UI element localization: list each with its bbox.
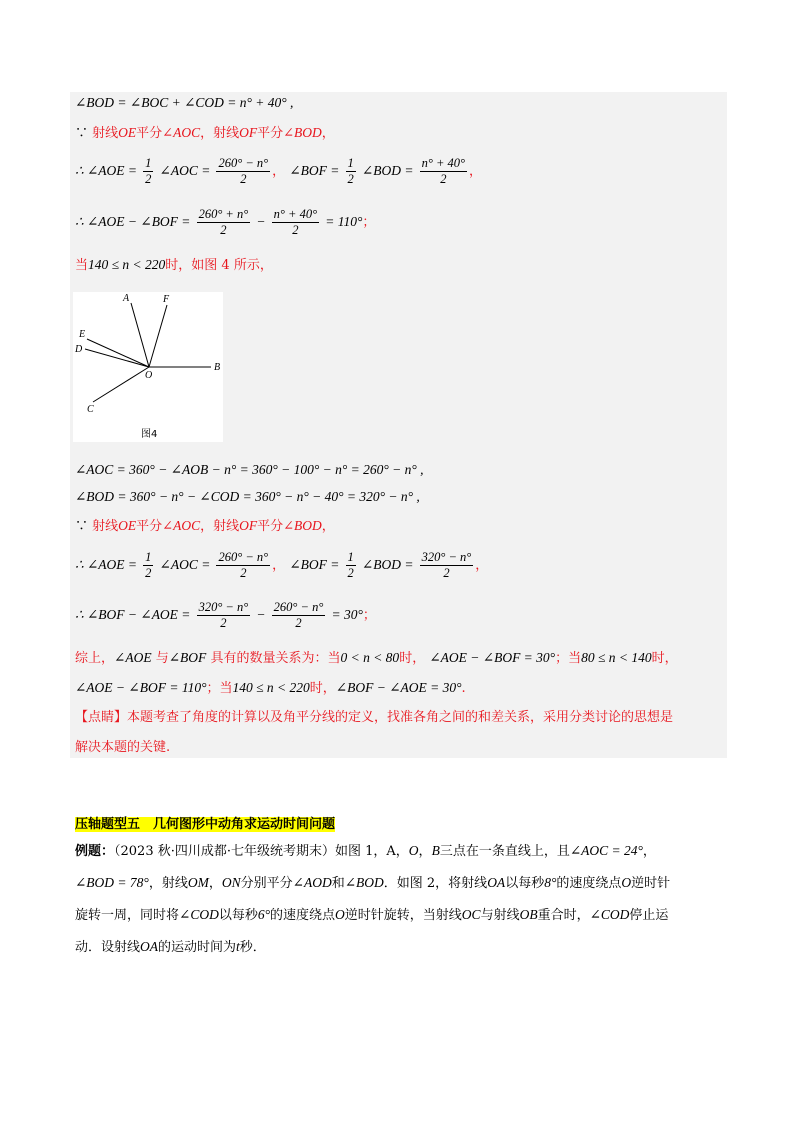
text: 的速度绕点 xyxy=(270,908,336,923)
angle-bod: BOD xyxy=(294,125,322,140)
text: 以每秒 xyxy=(505,876,545,891)
ray-oa: OA xyxy=(140,939,159,954)
eq-part: ∠AOC = xyxy=(159,163,211,178)
ray-oc xyxy=(93,367,149,402)
period: . xyxy=(461,681,466,696)
speed-6: 6° xyxy=(257,907,271,922)
ray-om: OM xyxy=(187,875,209,890)
angle-aoc: AOC xyxy=(173,518,201,533)
fraction xyxy=(420,156,467,187)
angle-aod: ∠AOD xyxy=(292,875,332,890)
point-o: O xyxy=(408,843,419,858)
fraction xyxy=(197,600,251,631)
text: 三点在一条直线上，且 xyxy=(439,844,570,859)
label-o: O xyxy=(145,370,153,381)
text: 分别平分 xyxy=(240,876,293,891)
angle-bod-value: ∠BOD = 78° xyxy=(75,875,149,890)
eq-part: ∠BOF = xyxy=(289,557,340,572)
text: 动．设射线 xyxy=(75,940,141,955)
text: 以每秒 xyxy=(218,908,258,923)
eq-part: ∠BOD = xyxy=(361,557,414,572)
angle-bof: ∠BOF xyxy=(168,650,207,665)
denominator: 2 xyxy=(220,616,227,630)
angle-aoc: AOC xyxy=(173,125,201,140)
ray-of: OF xyxy=(239,125,258,140)
comma: ， xyxy=(469,164,483,179)
semicolon: ； xyxy=(362,215,376,230)
condition-3: 140 ≤ n < 220 xyxy=(232,680,310,695)
denominator: 2 xyxy=(347,172,354,186)
text: 旋转一周，同时将 xyxy=(75,908,180,923)
fraction-half xyxy=(143,550,153,581)
problem-line-4 xyxy=(75,938,266,957)
tip-line-2: 解决本题的关键. xyxy=(75,740,171,755)
ray-on: ON xyxy=(221,875,241,890)
eq-part: ∴ ∠AOE = xyxy=(75,557,138,572)
fraction-half xyxy=(143,156,153,187)
rays-diagram xyxy=(73,292,223,442)
text-as-figure: 时，如图 4 所示， xyxy=(165,258,273,273)
ray-oe: OE xyxy=(118,125,137,140)
relation-3: ∠BOF − ∠AOE = 30° xyxy=(335,680,462,695)
text: 和 xyxy=(331,876,345,891)
condition-2: 80 ≤ n < 140 xyxy=(581,650,652,665)
label-f: F xyxy=(163,294,170,305)
equation-text: ∠BOD = 360° − n° − ∠COD = 360° − n° − 40° = 320° − n° , xyxy=(75,489,420,504)
fraction-half xyxy=(346,550,356,581)
text-ray: 射线 xyxy=(92,519,119,534)
text-when: 当 xyxy=(75,258,89,273)
result: = 30° xyxy=(331,607,363,622)
angle-aoe: ∠AOE xyxy=(114,650,152,665)
minus-sign: − xyxy=(256,214,266,229)
text: ， xyxy=(208,876,222,891)
minus-sign: − xyxy=(256,607,266,622)
text: ， xyxy=(418,844,432,859)
equation-text: ∠AOC = 360° − ∠AOB − n° = 360° − 100° − n° = 260° − n° , xyxy=(75,462,424,477)
speed-8: 8° xyxy=(544,875,557,890)
comma: ， xyxy=(272,558,286,573)
half-angle-equations-1 xyxy=(75,152,482,191)
denominator: 2 xyxy=(295,616,302,630)
ray-of-line xyxy=(149,305,167,367)
text: 重合时， xyxy=(537,908,590,923)
figure-4 xyxy=(73,292,223,442)
equation-bod-sum xyxy=(75,94,293,113)
text-when: ；当 xyxy=(206,681,233,696)
denominator: 2 xyxy=(145,566,152,580)
label-e: E xyxy=(79,329,86,340)
text-summary: 综上， xyxy=(75,651,115,666)
equation-bod xyxy=(75,488,420,507)
result: = 110° xyxy=(325,214,363,229)
half-angle-equations-2 xyxy=(75,546,488,585)
text-bisects-2: 平分∠ xyxy=(257,126,294,141)
problem-line-2 xyxy=(75,874,670,893)
text-ray-2: ，射线 xyxy=(200,519,240,534)
fraction xyxy=(197,207,251,238)
denominator: 2 xyxy=(145,172,152,186)
problem-line-3 xyxy=(75,906,668,925)
figure-caption: 图4 xyxy=(141,429,158,440)
numerator: 1 xyxy=(347,550,354,564)
fraction xyxy=(272,207,319,238)
ray-oa xyxy=(131,303,149,367)
numerator: n° + 40° xyxy=(273,207,318,221)
ray-oc: OC xyxy=(461,907,481,922)
label-b: B xyxy=(214,362,221,373)
difference-equation-1 xyxy=(75,203,375,242)
denominator: 2 xyxy=(240,566,247,580)
fraction xyxy=(420,550,474,581)
text-bisects: 平分∠ xyxy=(136,126,174,141)
eq-part: ∠BOF = xyxy=(289,163,340,178)
text: ．如图 2，将射线 xyxy=(383,876,488,891)
ray-oe: OE xyxy=(118,518,137,533)
text-when-end: 时， xyxy=(309,681,336,696)
label-d: D xyxy=(75,344,83,355)
condition: 140 ≤ n < 220 xyxy=(88,257,166,272)
summary-line-1 xyxy=(75,649,678,668)
denominator: 2 xyxy=(240,172,247,186)
bisector-statement-1 xyxy=(75,124,335,143)
fraction xyxy=(216,156,270,187)
numerator: 1 xyxy=(145,550,152,564)
fraction xyxy=(272,600,326,631)
section-heading xyxy=(75,816,335,834)
ray-oe-line xyxy=(87,339,149,367)
text: ，射线 xyxy=(148,876,188,891)
text-ray: 射线 xyxy=(92,126,119,141)
text: 的速度绕点 xyxy=(556,876,622,891)
text: 与射线 xyxy=(480,908,520,923)
eq-part: ∴ ∠BOF − ∠AOE = xyxy=(75,607,191,622)
point-o: O xyxy=(621,875,632,890)
angle-cod: ∠COD xyxy=(589,907,630,922)
numerator: 260° − n° xyxy=(273,600,324,614)
eq-part: ∠BOD = xyxy=(361,163,414,178)
numerator: 260° − n° xyxy=(218,550,269,564)
comma: ， xyxy=(321,126,335,141)
label-a: A xyxy=(123,293,130,304)
text-bisects: 平分∠ xyxy=(136,519,174,534)
semicolon: ； xyxy=(362,608,376,623)
point-o: O xyxy=(335,907,345,922)
angle-aoc-value: ∠AOC = 24° xyxy=(569,843,643,858)
ray-od xyxy=(85,349,149,367)
label-c: C xyxy=(87,404,94,415)
denominator: 2 xyxy=(292,223,299,237)
point-b: B xyxy=(431,843,440,858)
angle-bod: ∠BOD xyxy=(344,875,384,890)
tip-line-1: 【点睛】本题考查了角度的计算以及角平分线的定义，找准各角之间的和差关系，采用分类讨论的思想是 xyxy=(75,710,674,725)
denominator: 2 xyxy=(440,172,447,186)
text: 停止运 xyxy=(629,908,669,923)
equation-text: ∠BOD = ∠BOC + ∠COD = n° + 40° , xyxy=(75,95,294,110)
condition-1: 0 < n < 80 xyxy=(340,650,400,665)
numerator: 320° − n° xyxy=(198,600,249,614)
equation-aoc xyxy=(75,461,424,480)
comma: ， xyxy=(272,164,286,179)
variable-t: t xyxy=(236,939,240,954)
relation-1: ∠AOE − ∠BOF = 30° xyxy=(429,650,556,665)
numerator: 260° − n° xyxy=(218,156,269,170)
comma: ， xyxy=(475,558,489,573)
angle-cod: ∠COD xyxy=(179,907,219,922)
comma: ， xyxy=(321,519,335,534)
example-label: 例题： xyxy=(75,844,115,859)
denominator: 2 xyxy=(220,223,227,237)
numerator: 1 xyxy=(145,156,152,170)
angle-bod: BOD xyxy=(294,518,322,533)
text-when-end: 时， xyxy=(399,651,426,666)
difference-equation-2 xyxy=(75,596,376,635)
numerator: 1 xyxy=(347,156,354,170)
eq-part: ∴ ∠AOE = xyxy=(75,163,138,178)
text-ray-2: ，射线 xyxy=(200,126,240,141)
bisector-statement-2 xyxy=(75,517,335,536)
text-relation: 具有的数量关系为：当 xyxy=(210,651,341,666)
text: 秒． xyxy=(239,940,266,955)
case-three-intro xyxy=(75,256,273,275)
numerator: 320° − n° xyxy=(421,550,472,564)
text-and: 与 xyxy=(155,651,169,666)
text: ， xyxy=(642,844,656,859)
ray-of: OF xyxy=(239,518,258,533)
text: 逆时针 xyxy=(631,876,671,891)
numerator: 260° + n° xyxy=(198,207,249,221)
summary-line-2 xyxy=(75,679,466,698)
because-symbol: ∵ xyxy=(75,519,89,534)
fraction xyxy=(216,550,270,581)
problem-line-1 xyxy=(75,842,656,861)
ray-oa: OA xyxy=(487,875,506,890)
ray-ob: OB xyxy=(519,907,538,922)
eq-part: ∴ ∠AOE − ∠BOF = xyxy=(75,214,191,229)
text: （2023 秋·四川成都·七年级统考期末）如图 1，A， xyxy=(114,844,409,859)
heading-text: 压轴题型五 几何图形中动角求运动时间问题 xyxy=(75,817,336,832)
text-when: ；当 xyxy=(555,651,582,666)
relation-2: ∠AOE − ∠BOF = 110° xyxy=(75,680,207,695)
denominator: 2 xyxy=(443,566,450,580)
text: 逆时针旋转，当射线 xyxy=(344,908,462,923)
numerator: n° + 40° xyxy=(421,156,466,170)
eq-part: ∠AOC = xyxy=(159,557,211,572)
text-bisects-2: 平分∠ xyxy=(257,519,294,534)
text: 的运动时间为 xyxy=(158,940,237,955)
text-when-end: 时， xyxy=(651,651,678,666)
fraction-half xyxy=(346,156,356,187)
denominator: 2 xyxy=(347,566,354,580)
because-symbol: ∵ xyxy=(75,126,89,141)
